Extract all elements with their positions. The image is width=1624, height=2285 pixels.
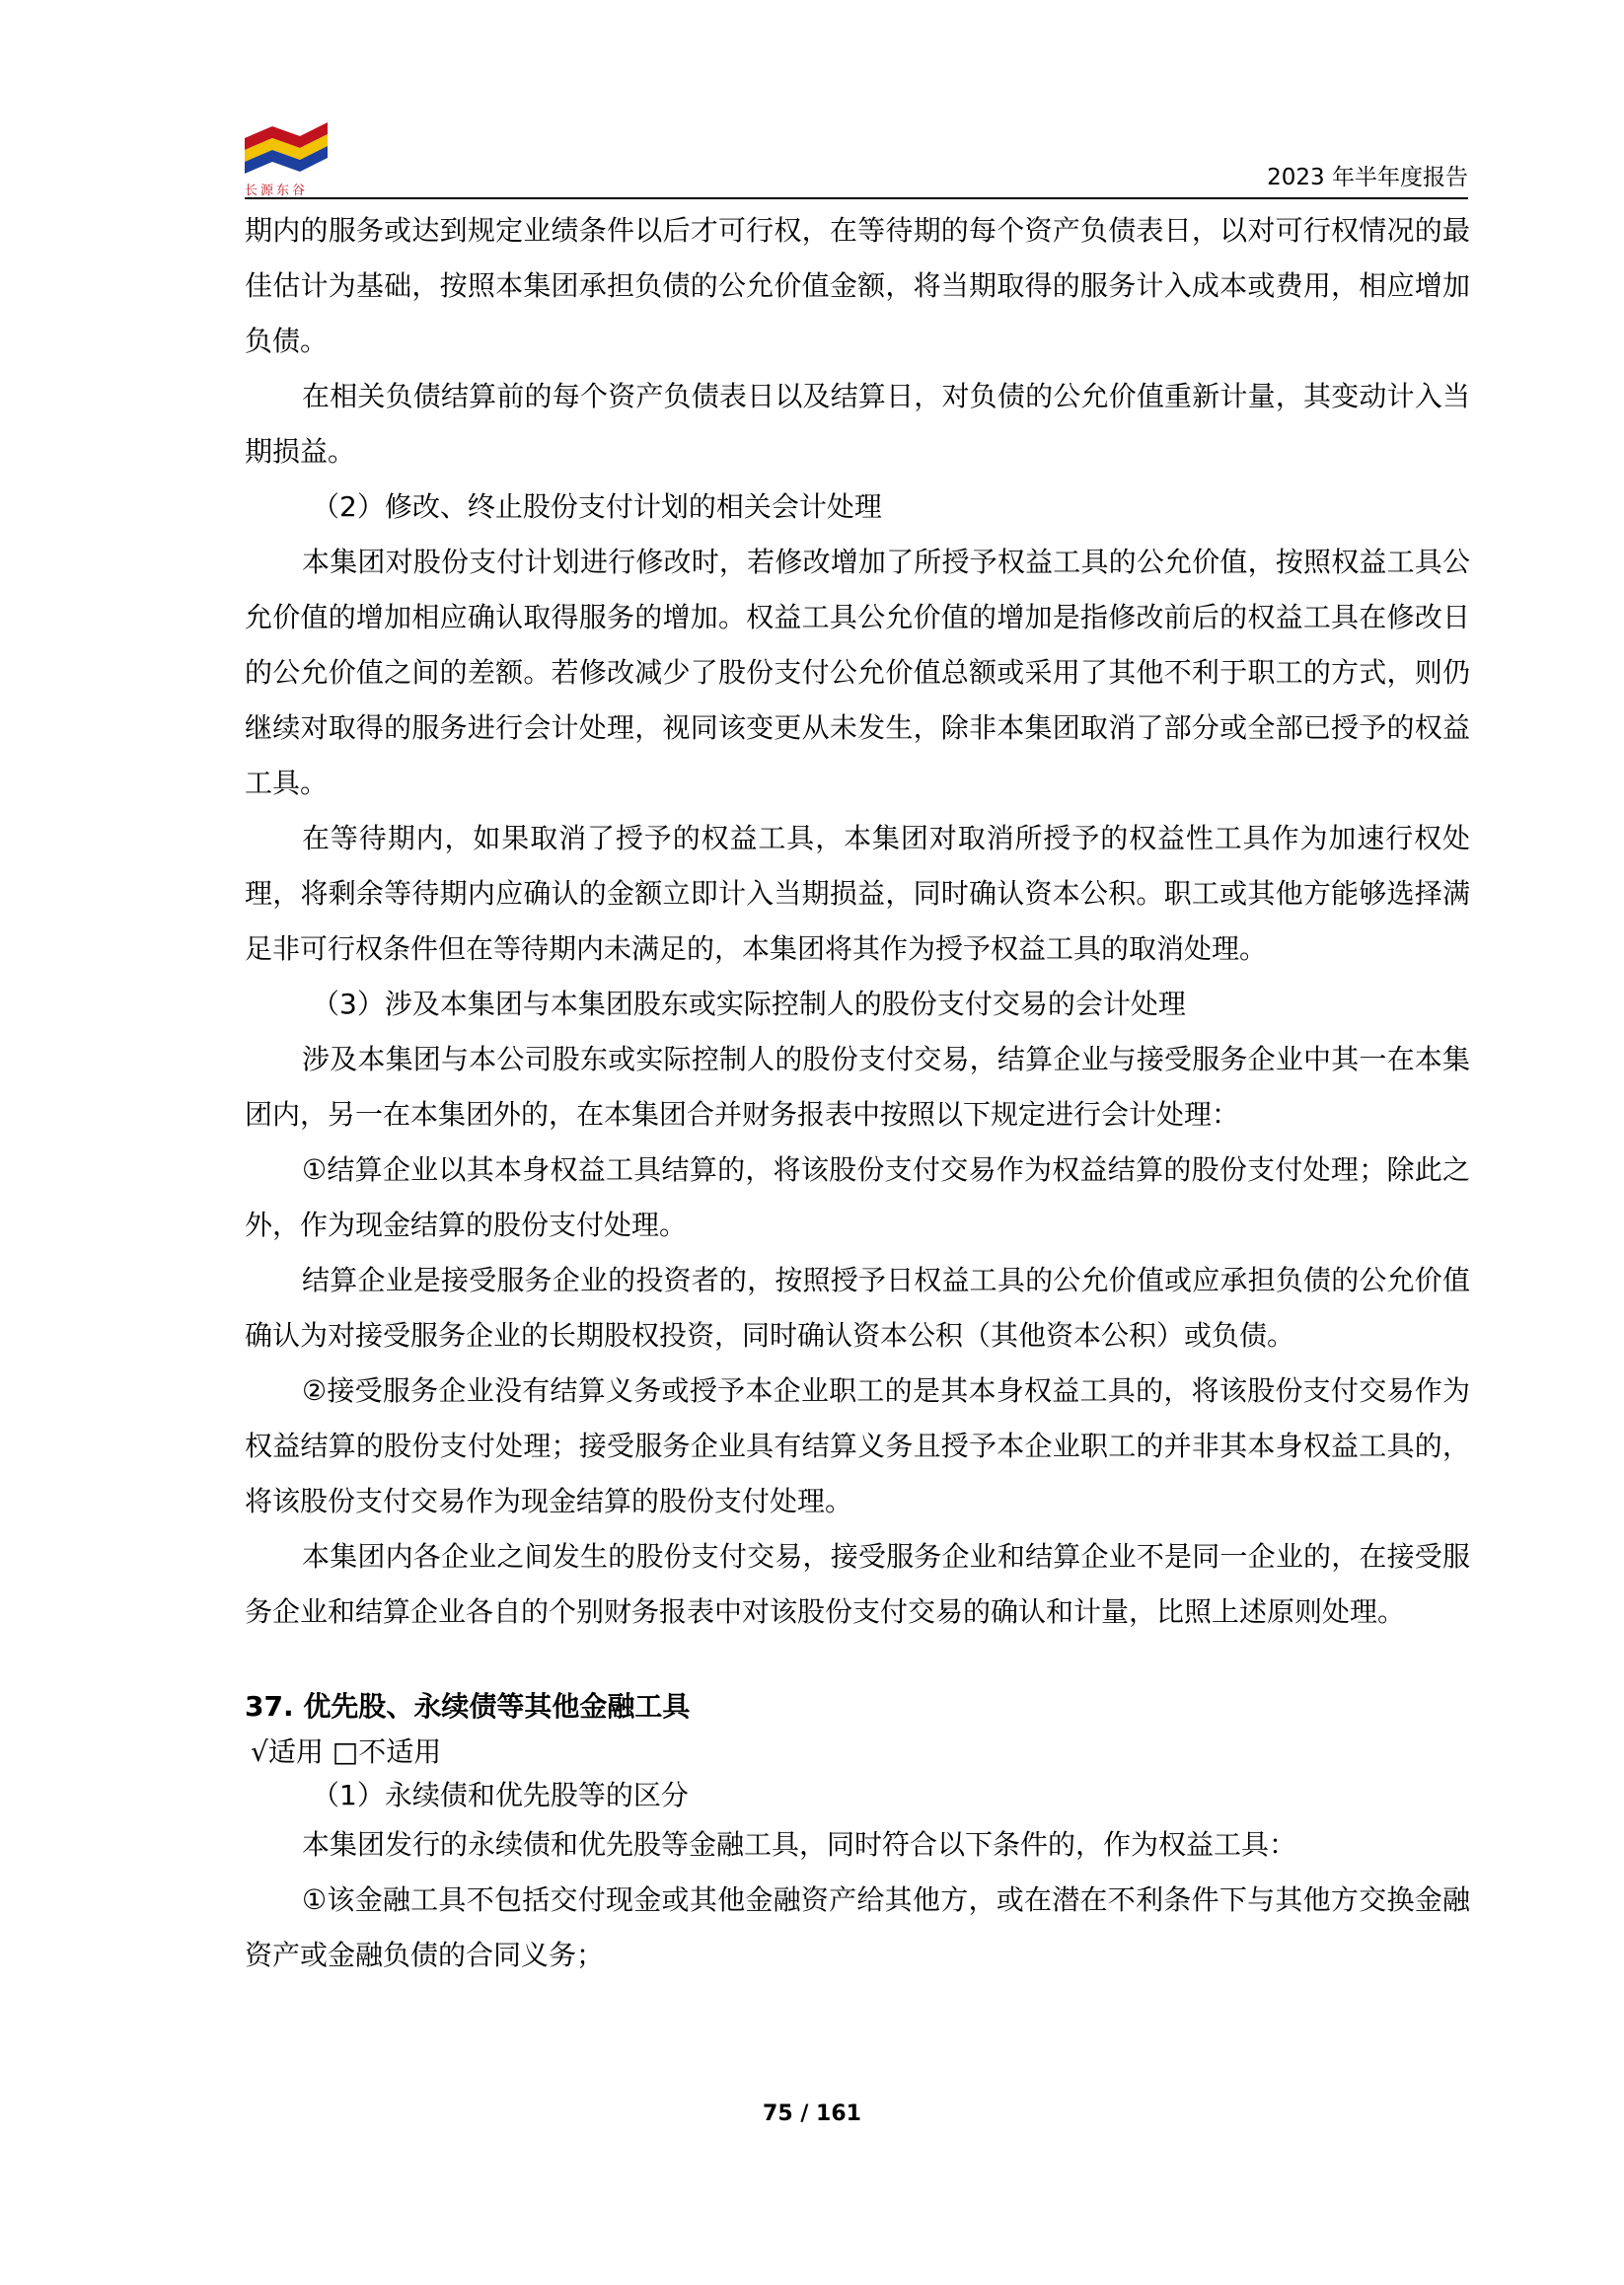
subheading: （1）永续债和优先股等的区分 [312,1779,689,1811]
paragraph: 在等待期内，如果取消了授予的权益工具，本集团对取消所授予的权益性工具作为加速行权处理，将剩余等待期内应确认的金额立即计入当期损益，同时确认资本公积。职工或其他方能够选择满足非可行权条件但在等待期内未满足的，本集团将其作为授予权益工具的取消处理。 [245,822,1470,965]
section-heading: 37. 优先股、永续债等其他金融工具 [245,1690,691,1723]
applicability-checkbox: √适用 □不适用 [251,1735,442,1768]
paragraph: 涉及本集团与本公司股东或实际控制人的股份支付交易，结算企业与接受服务企业中其一在本集团内，另一在本集团外的，在本集团合并财务报表中按照以下规定进行会计处理： [245,1043,1470,1131]
paragraph: ①结算企业以其本身权益工具结算的，将该股份支付交易作为权益结算的股份支付处理；除此之外，作为现金结算的股份支付处理。 [245,1153,1470,1241]
paragraph: 本集团内各企业之间发生的股份支付交易，接受服务企业和结算企业不是同一企业的，在接受服务企业和结算企业各自的个别财务报表中对该股份支付交易的确认和计量，比照上述原则处理。 [245,1540,1470,1628]
page-number: 75 / 161 [763,2101,861,2126]
paragraph: ①该金融工具不包括交付现金或其他金融资产给其他方，或在潜在不利条件下与其他方交换金融资产或金融负债的合同义务； [245,1883,1470,1971]
logo-text: 长源东谷 [245,184,309,198]
paragraph: 本集团发行的永续债和优先股等金融工具，同时符合以下条件的，作为权益工具： [302,1828,1297,1861]
report-title: 2023 年半年度报告 [1267,165,1468,190]
subheading: （2）修改、终止股份支付计划的相关会计处理 [312,490,882,523]
paragraph: 期内的服务或达到规定业绩条件以后才可行权，在等待期的每个资产负债表日，以对可行权情况的最佳估计为基础，按照本集团承担负债的公允价值金额，将当期取得的服务计入成本或费用，相应增加负债。 [245,214,1470,357]
body-content [245,203,1470,1983]
paragraph: 结算企业是接受服务企业的投资者的，按照授予日权益工具的公允价值或应承担负债的公允价值确认为对接受服务企业的长期股权投资，同时确认资本公积（其他资本公积）或负债。 [245,1264,1470,1352]
paragraph: 本集团对股份支付计划进行修改时，若修改增加了所授予权益工具的公允价值，按照权益工具公允价值的增加相应确认取得服务的增加。权益工具公允价值的增加是指修改前后的权益工具在修改日的公允价值之间的差额。若修改减少了股份支付公允价值总额或采用了其他不利于职工的方式，则仍继续对取得的服务进行会计处理，视同该变更从未发生，除非本集团取消了部分或全部已授予的权益工具。 [245,546,1470,799]
paragraph: 在相关负债结算前的每个资产负债表日以及结算日，对负债的公允价值重新计量，其变动计入当期损益。 [245,380,1470,468]
page-header [245,116,1468,199]
subheading: （3）涉及本集团与本集团股东或实际控制人的股份支付交易的会计处理 [312,988,1186,1020]
paragraph: ②接受服务企业没有结算义务或授予本企业职工的是其本身权益工具的，将该股份支付交易作为权益结算的股份支付处理；接受服务企业具有结算义务且授予本企业职工的并非其本身权益工具的，将该股份支付交易作为现金结算的股份支付处理。 [245,1374,1470,1517]
